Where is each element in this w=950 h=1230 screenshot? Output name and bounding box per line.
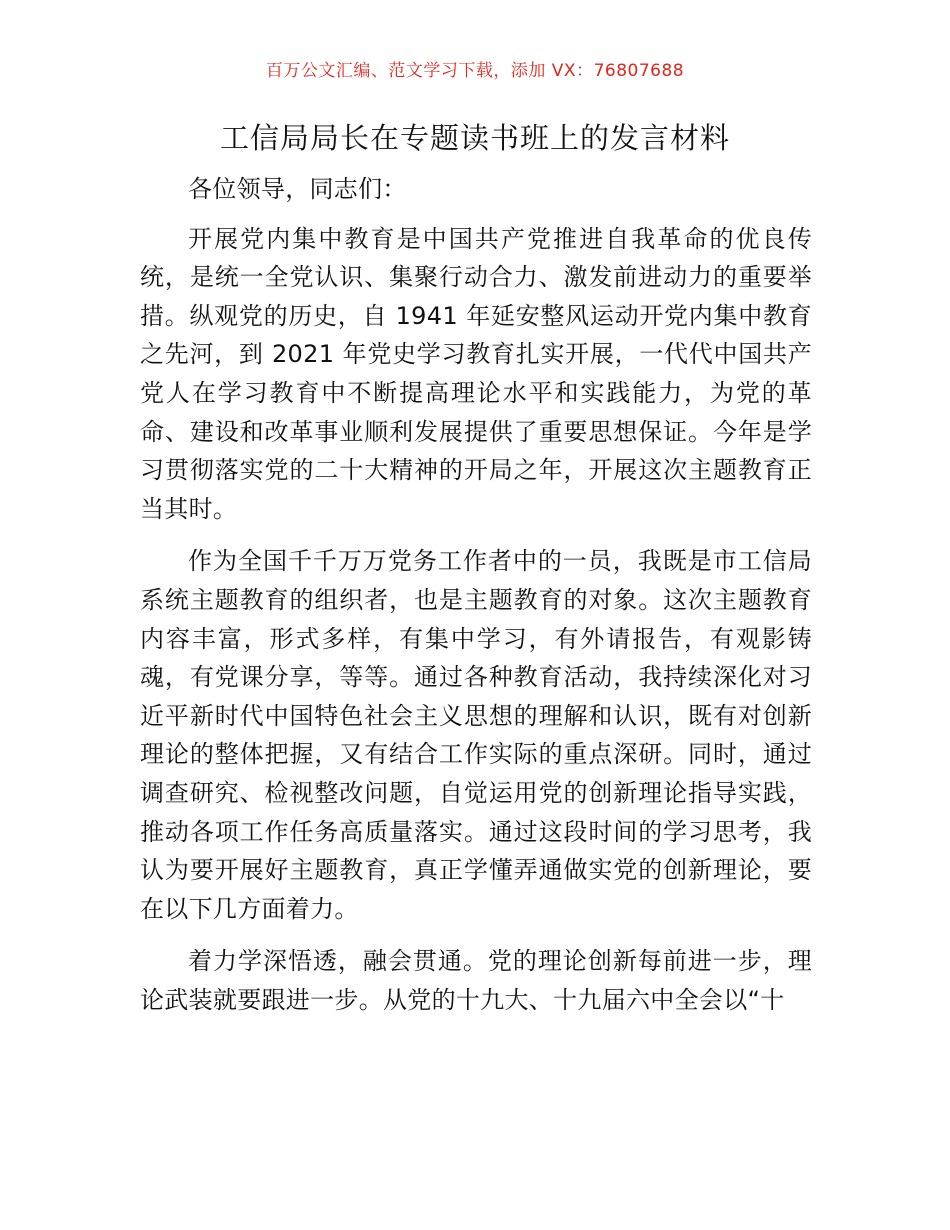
page-title: 工信局局长在专题读书班上的发言材料: [219, 121, 730, 155]
promo-banner: 百万公文汇编、范文学习下载，添加 VX：76807688: [265, 61, 685, 81]
paragraph-2: 作为全国千千万万党务工作者中的一员，我既是市工信局系统主题教育的组织者，也是主题教育的对象。这次主题教育内容丰富，形式多样，有集中学习，有外请报告，有观影铸魂，有党课分享，等等。通过各种教育活动，我持续深化对习近平新时代中国特色社会主义思想的理解和认识，既有对创新理论的整体把握，又有结合工作实际的重点深研。同时，通过调查研究、检视整改问题，自觉运用党的创新理论指导实践，推动各项工作任务高质量落实。通过这段时间的学习思考，我认为要开展好主题教育，真正学懂弄通做实党的创新理论，要在以下几方面着力。: [140, 547, 812, 923]
paragraph-3: 着力学深悟透，融会贯通。党的理论创新每前进一步，理论武装就要跟进一步。从党的十九大、十九届六中全会以“十: [140, 947, 812, 1014]
salutation: 各位领导，同志们：: [188, 175, 407, 203]
document-body: [140, 170, 812, 1033]
paragraph-1: 开展党内集中教育是中国共产党推进自我革命的优良传统，是统一全党认识、集聚行动合力、激发前进动力的重要举措。纵观党的历史，自 1941 年延安整风运动开党内集中教育之先河，到 2021 年党史学习教育扎实开展，一代代中国共产党人在学习教育中不断提高理论水平和实践能力，为党的革命、建设和改革事业顺利发展提供了重要思想保证。今年是学习贯彻落实党的二十大精神的开局之年，开展这次主题教育正当其时。: [140, 224, 812, 523]
